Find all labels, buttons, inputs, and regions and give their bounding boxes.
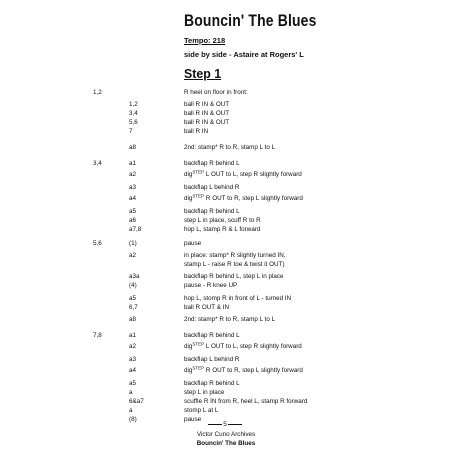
footer-rule	[208, 424, 222, 425]
count: a3	[129, 356, 137, 363]
count: a5	[129, 208, 137, 215]
footer-rule	[228, 424, 242, 425]
step-line	[0, 143, 452, 152]
step-line	[0, 281, 452, 290]
step-superscript: STEP	[192, 341, 205, 347]
step-description: ball R IN & OUT	[184, 110, 230, 117]
step-line	[0, 109, 452, 118]
step-description: backflap R behind L	[184, 208, 240, 215]
count: 5,6	[129, 119, 138, 126]
step-description: stamp L - raise R toe & twist it OUT)	[184, 261, 285, 268]
step-text: dig	[184, 343, 193, 350]
count: (8)	[129, 416, 137, 423]
step-line	[0, 118, 452, 127]
step-description: hop L, stamp R & L forward	[184, 226, 261, 233]
count: a1	[129, 332, 137, 339]
count: a8	[129, 316, 137, 323]
step-description: step L in place	[184, 389, 225, 396]
step-text: dig	[184, 195, 193, 202]
step-heading: Step 1	[184, 66, 222, 81]
count: 1,2	[129, 101, 138, 108]
step-description: in place: stamp* R slightly turned IN,	[184, 252, 286, 259]
step-description: stomp L at L	[184, 407, 219, 414]
step-line	[0, 379, 452, 388]
position-subtitle: side by side - Astaire at Rogers' L	[184, 50, 304, 59]
step-line	[0, 239, 452, 248]
count-group: 7,8	[93, 332, 102, 339]
count: (1)	[129, 240, 137, 247]
count: a5	[129, 295, 137, 302]
step-line	[0, 294, 452, 303]
step-text: L OUT to L, step R slightly forward	[204, 343, 302, 350]
step-line	[0, 216, 452, 225]
step-description: R heel on floor in front:	[184, 89, 248, 96]
step-text: dig	[184, 171, 193, 178]
step-line	[0, 388, 452, 397]
step-description	[184, 366, 303, 375]
step-description	[184, 170, 302, 179]
step-line	[0, 331, 452, 340]
step-line	[0, 342, 452, 351]
step-description	[184, 194, 303, 203]
step-text: R OUT to R, step L slightly forward	[204, 195, 303, 202]
step-superscript: STEP	[192, 193, 205, 199]
archive-credit: Victor Cuno Archives	[196, 431, 256, 438]
count: a4	[129, 195, 137, 202]
step-description	[184, 342, 302, 351]
count: a3a	[129, 273, 140, 280]
page-number-footer	[200, 421, 250, 428]
step-text: R OUT to R, step L slightly forward	[204, 367, 303, 374]
count: a3	[129, 184, 137, 191]
count: 7	[129, 128, 133, 135]
step-line	[0, 170, 452, 179]
step-description: backflap R behind L	[184, 332, 240, 339]
count-group: 1,2	[93, 89, 102, 96]
count: a6	[129, 217, 137, 224]
step-line	[0, 159, 452, 168]
step-text: L OUT to L, step R slightly forward	[204, 171, 302, 178]
count: a7,8	[129, 226, 142, 233]
step-description: backflap R behind L	[184, 160, 240, 167]
step-description: pause	[184, 240, 202, 247]
step-description: scuffle R IN from R, heel L, stamp R forward	[184, 398, 308, 405]
step-line	[0, 260, 452, 269]
count: a5	[129, 380, 137, 387]
step-description: ball R IN	[184, 128, 209, 135]
step-line	[0, 225, 452, 234]
step-description: ball R IN & OUT	[184, 101, 230, 108]
count: a4	[129, 367, 137, 374]
step-line	[0, 194, 452, 203]
step-line	[0, 100, 452, 109]
step-line	[0, 397, 452, 406]
count: (4)	[129, 282, 137, 289]
count: a2	[129, 252, 137, 259]
step-description: 2nd: stamp* R to R, stamp L to L	[184, 144, 276, 151]
step-line	[0, 406, 452, 415]
step-line	[0, 183, 452, 192]
step-description: pause - R knee UP	[184, 282, 238, 289]
page-number: 5	[223, 421, 227, 428]
count: 6,7	[129, 304, 138, 311]
step-line	[0, 88, 452, 97]
step-line	[0, 251, 452, 260]
step-description: backflap L behind R	[184, 184, 240, 191]
step-line	[0, 355, 452, 364]
step-line	[0, 303, 452, 312]
count-group: 5,6	[93, 240, 102, 247]
step-description: backflap R behind L, step L in place	[184, 273, 284, 280]
step-description: backflap R behind L	[184, 380, 240, 387]
count: 6&a7	[129, 398, 144, 405]
count: a2	[129, 343, 137, 350]
count: a8	[129, 144, 137, 151]
step-line	[0, 127, 452, 136]
step-description: hop L, stomp R in front of L - turned IN	[184, 295, 292, 302]
step-superscript: STEP	[192, 169, 205, 175]
tempo-label: Tempo: 218	[184, 36, 226, 45]
step-line	[0, 315, 452, 324]
count: a	[129, 407, 133, 414]
step-description: ball R IN & OUT	[184, 119, 230, 126]
count-group: 3,4	[93, 160, 102, 167]
step-superscript: STEP	[192, 365, 205, 371]
step-description: step L in place, scuff R to R	[184, 217, 261, 224]
footer-song-title: Bouncin' The Blues	[196, 440, 256, 447]
step-description: pause	[184, 416, 202, 423]
count: a1	[129, 160, 137, 167]
step-line	[0, 366, 452, 375]
step-text: dig	[184, 367, 193, 374]
count: 3,4	[129, 110, 138, 117]
document-title: Bouncin' The Blues	[184, 11, 317, 30]
step-line	[0, 207, 452, 216]
count: a2	[129, 171, 137, 178]
step-description: ball R OUT & IN	[184, 304, 230, 311]
count: a	[129, 389, 133, 396]
step-description: backflap L behind R	[184, 356, 240, 363]
step-description: 2nd: stamp* R to R, stamp L to L	[184, 316, 276, 323]
step-line	[0, 272, 452, 281]
